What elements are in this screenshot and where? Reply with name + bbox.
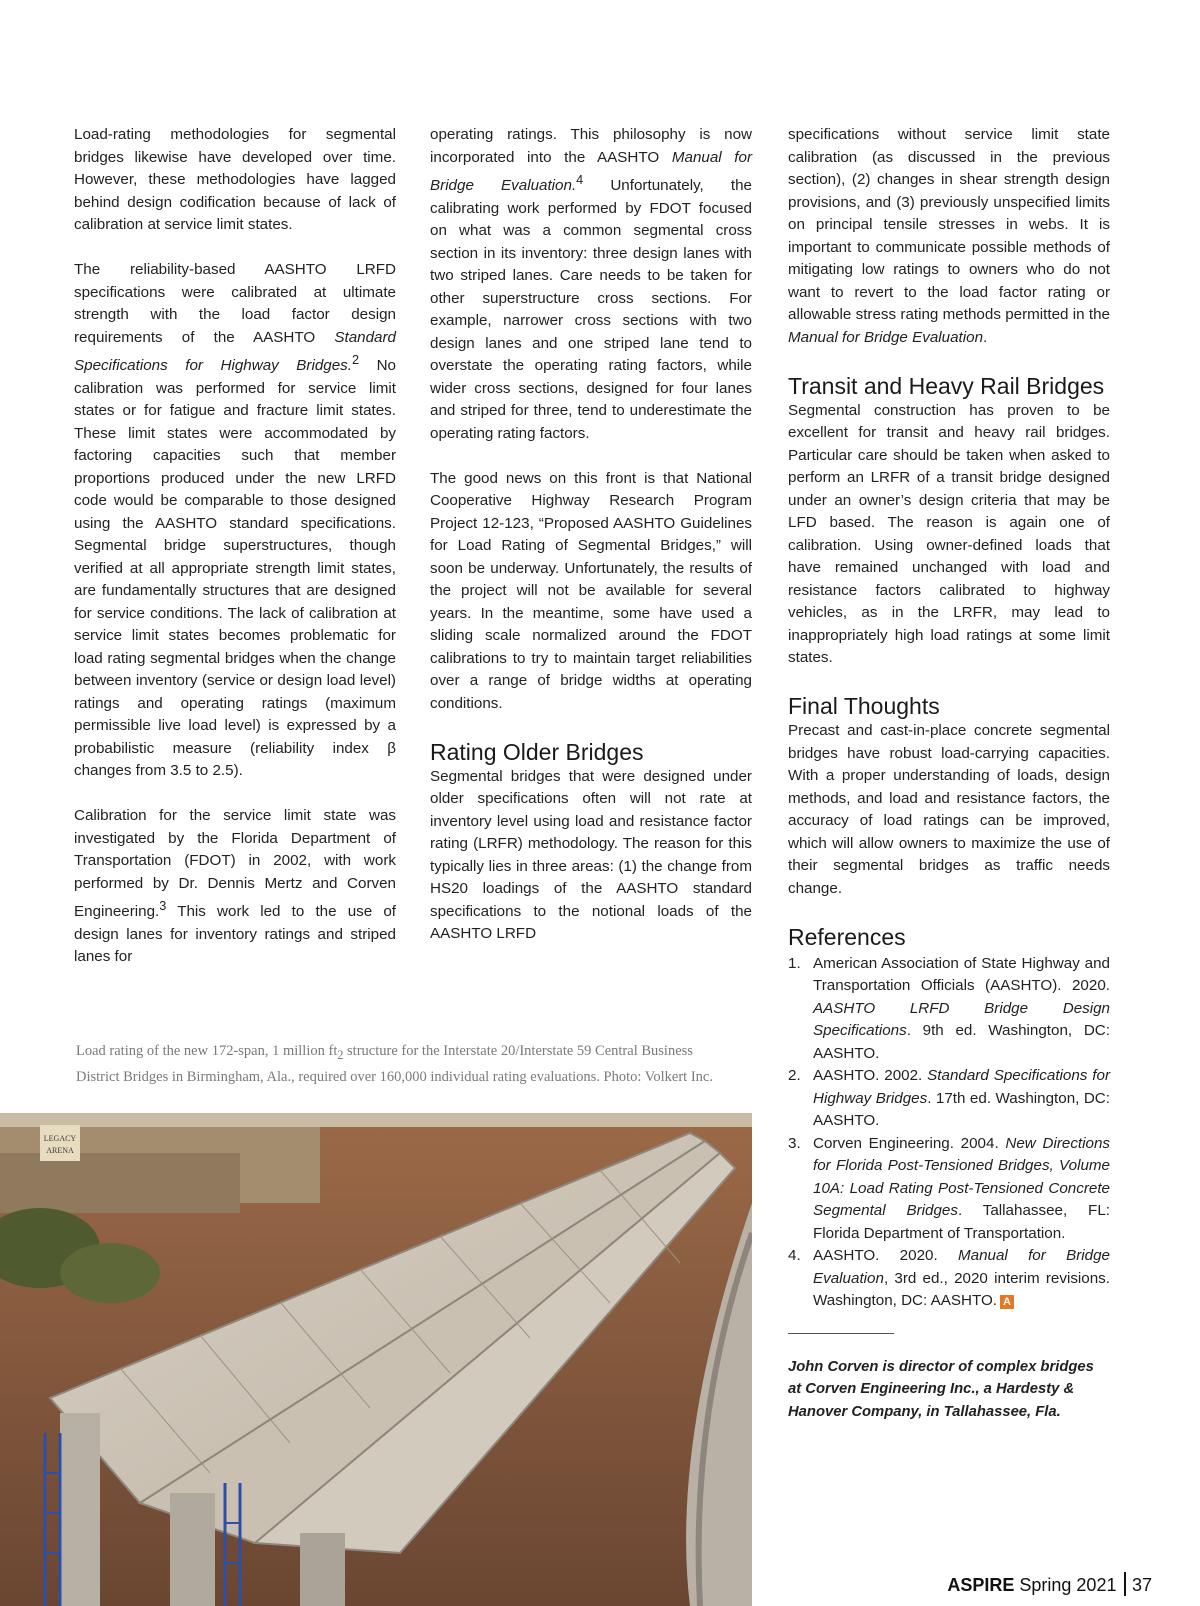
reference-item: 1. American Association of State Highway and Transportation Officials (AASHTO). 2020. AASHTO LRFD Bridge Design Specifications. 9th ed. Washington, DC: AASHTO.	[788, 954, 1110, 1062]
aspire-end-icon: A	[1000, 1295, 1014, 1309]
section-heading-transit: Transit and Heavy Rail Bridges	[788, 372, 1105, 399]
issue-label: Spring 2021	[1019, 1575, 1117, 1595]
arena-sign	[40, 1125, 80, 1161]
paragraph: Segmental construction has proven to be excellent for transit and heavy rail bridges. Particular care should be taken when asked to perform an LRFR of a transit bridge designed under an owner’s design criteria that may be LFD based. The reason is again one of calibration. Using owner-defined loads that have remained unchanged with load and resistance factors calibrated to highway vehicles, as in the LRFR, may lead to inappropriately high load ratings at some limit states.	[788, 401, 1110, 666]
section-heading-references: References	[788, 923, 906, 950]
reference-item: 2. AASHTO. 2002. Standard Specifications for Highway Bridges. 17th ed. Washington, DC: AASHTO.	[788, 1067, 1111, 1129]
section-heading-rating-older-bridges: Rating Older Bridges	[430, 738, 644, 765]
divider	[788, 1333, 894, 1334]
paragraph: Calibration for the service limit state was investigated by the Florida Department of Transportation (FDOT) in 2002, with work performed by Dr. Dennis Mertz and Corven Engineering.$^3$ This work led to the use of design lanes for inventory ratings and striped lanes for	[74, 807, 396, 966]
paragraph: Load-rating methodologies for segmental bridges likewise have developed over time. However, these methodologies have lagged behind design codification because of lack of calibration at service limit states.	[74, 126, 396, 233]
reference-item: 4. AASHTO. 2020. Manual for Bridge Evaluation, 3rd ed., 2020 interim revisions. Washington, DC: AASHTO. A	[788, 1247, 1110, 1309]
author-bio: John Corven is director of complex bridges at Corven Engineering Inc., a Hardesty & Hanover Company, in Tallahassee, Fla.	[788, 1358, 1094, 1420]
paragraph: operating ratings. This philosophy is now incorporated into the AASHTO Manual for Bridge Evaluation.$^4$ Unfortunately, the calibrating work performed by FDOT focused on what was a common segmental cross section in its inventory: three design lanes with two striped lanes. Care needs to be taken for other superstructure cross sections. For example, narrower cross sections with two design lanes and one striped lane tend to overstate the operating rating factors, while wider cross sections, designed for four lanes and striped for three, tend to underestimate the operating rating factors.	[430, 126, 752, 442]
paragraph: specifications without service limit state calibration (as discussed in the previous section), (2) changes in shear strength design provisions, and (3) previously unspecified limits on principal tensile stresses in webs. It is important to communicate possible methods of mitigating low ratings to owners who do not want to revert to the load factor rating or allowable stress rating methods permitted in the Manual for Bridge Evaluation.	[788, 126, 1110, 346]
footer-separator	[1124, 1572, 1126, 1596]
magazine-brand: ASPIRE	[947, 1575, 1015, 1595]
paragraph: Precast and cast-in-place concrete segmental bridges have robust load-carrying capacities. With a proper understanding of loads, design methods, and load and resistance factors, the accuracy of load ratings can be improved, which will allow owners to maximize the use of their segmental bridges as traffic needs change.	[788, 722, 1110, 897]
column-3	[788, 124, 1110, 1423]
paragraph: The good news on this front is that National Cooperative Highway Research Program Project 12-123, “Proposed AASHTO Guidelines for Load Rating of Segmental Bridges,” will soon be underway. Unfortunately, the results of the project will not be available for several years. In the meantime, some have used a sliding scale normalized around the FDOT calibrations to try to maintain target reliabilities over a range of bridge widths at operating conditions.	[430, 469, 752, 712]
bridge-photo	[0, 1113, 752, 1606]
paragraph: The reliability-based AASHTO LRFD specifications were calibrated at ultimate strength with the load factor design requirements of the AASHTO Standard Specifications for Highway Bridges.$^2$ No calibration was performed for service limit states or for fatigue and fracture limit states. These limit states were accommodated by factoring capacities such that member proportions produced under the new LRFD code would be comparable to those designed using the AASHTO standard specifications. Segmental bridge superstructures, though verified at all appropriate strength limit states, are fundamentally structures that are designed for service conditions. The lack of calibration at service limit states becomes problematic for load rating segmental bridges when the change between inventory (service or design load level) ratings and operating ratings (maximum permissible live load level) is expressed by a probabilistic measure (reliability index β changes from 3.5 to 2.5).	[74, 261, 396, 780]
photo-caption: Load rating of the new 172-span, 1 million $ft_2$ structure for the Interstate 20/Interstate 59 Central Business District Bridges in Birmingham, Ala., required over 160,000 individual rating evaluations. Photo: Volkert Inc.	[76, 1043, 713, 1086]
arena-sign-line2: ARENA	[46, 1146, 74, 1155]
arena-sign-line1: LEGACY	[43, 1134, 77, 1143]
section-heading-final-thoughts: Final Thoughts	[788, 693, 940, 719]
page-footer	[947, 1572, 1152, 1596]
page-number: 37	[1131, 1575, 1152, 1595]
paragraph: Segmental bridges that were designed under older specifications often will not rate at inventory level using load and resistance factor rating (LRFR) methodology. The reason for this typically lies in three areas: (1) the change from HS20 loadings of the AASHTO standard specifications to the notional loads of the AASHTO LRFD	[430, 767, 752, 943]
bridge-photo-illustration	[0, 1113, 752, 1606]
column-1	[74, 124, 396, 969]
references-list	[788, 953, 1110, 1313]
reference-item: 3. Corven Engineering. 2004. New Directions for Florida Post-Tensioned Bridges, Volume 10A: Load Rating Post-Tensioned Concrete Segmental Bridges. Tallahassee, FL: Florida Department of Transportation.	[788, 1134, 1111, 1242]
column-2	[430, 124, 752, 946]
